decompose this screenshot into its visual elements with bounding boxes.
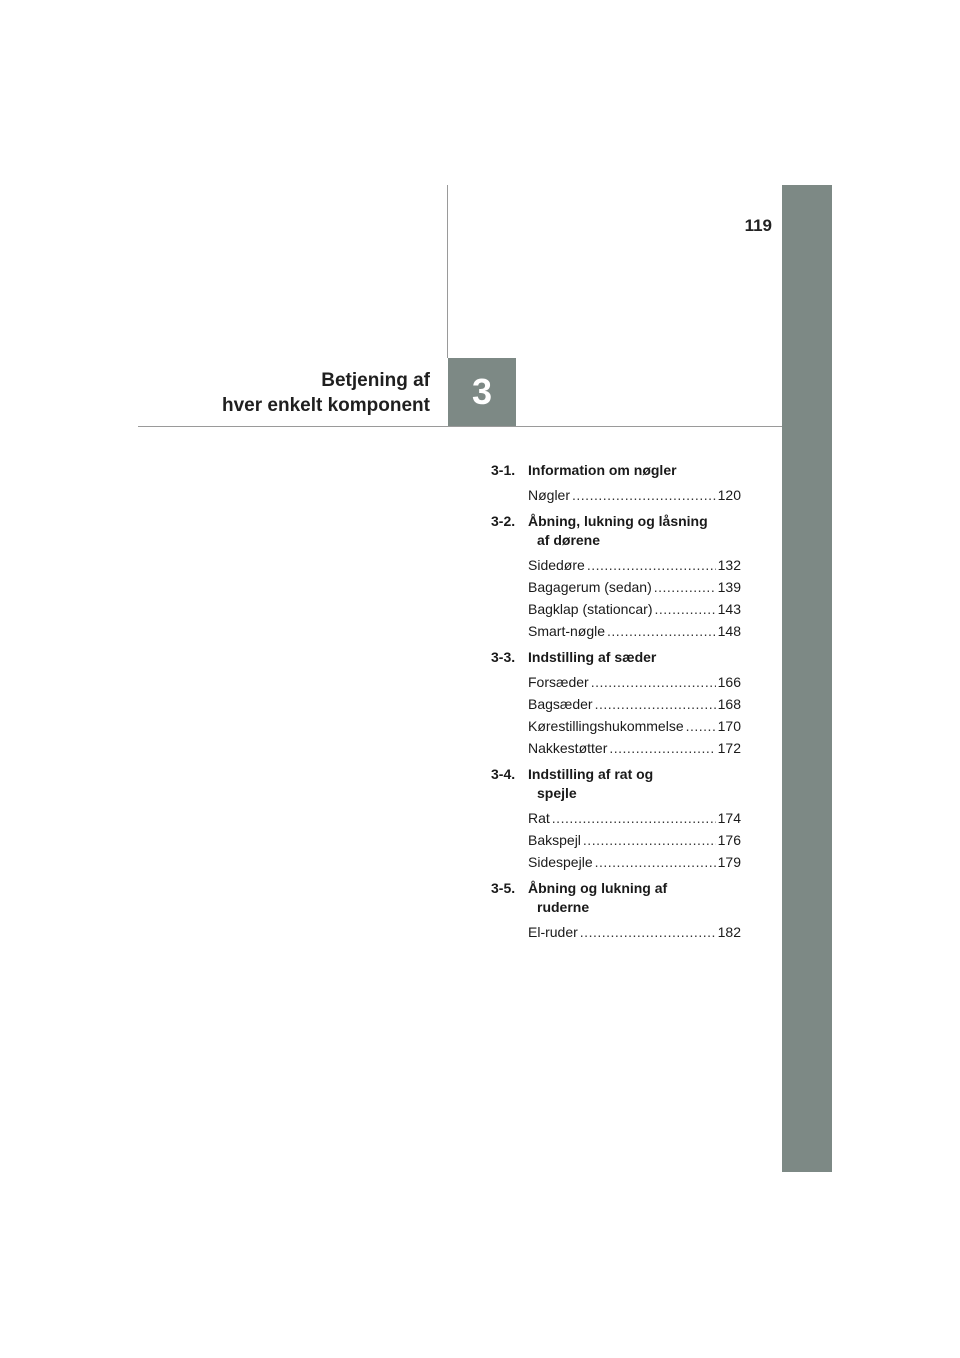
entry-label: Bakspejl (528, 832, 581, 848)
dot-leader (607, 620, 716, 642)
toc-entry[interactable] (491, 851, 741, 873)
section-title (528, 512, 741, 550)
entry-page: 179 (717, 854, 741, 870)
toc-entry[interactable] (491, 737, 741, 759)
dot-leader (583, 829, 716, 851)
dot-leader (552, 807, 716, 829)
dot-leader (595, 851, 716, 873)
section-title (528, 648, 741, 667)
entry-label: El-ruder (528, 924, 578, 940)
section-heading[interactable] (491, 648, 741, 667)
entry-label: Bagsæder (528, 696, 593, 712)
dot-leader (580, 921, 716, 943)
section-title-line1: Åbning, lukning og låsning (528, 513, 708, 529)
toc-section (491, 461, 741, 506)
toc-section (491, 765, 741, 873)
entry-label: Sidespejle (528, 854, 593, 870)
toc-entry[interactable] (491, 671, 741, 693)
entry-label: Sidedøre (528, 557, 585, 573)
section-heading[interactable] (491, 461, 741, 480)
entry-page: 166 (717, 674, 741, 690)
entry-page: 148 (717, 623, 741, 639)
section-number: 3-2. (491, 513, 516, 529)
entry-page: 143 (717, 601, 741, 617)
page-number: 119 (744, 216, 772, 235)
dot-leader (595, 693, 716, 715)
toc-entry[interactable] (491, 829, 741, 851)
entry-page: 170 (717, 718, 741, 734)
table-of-contents (491, 461, 741, 949)
toc-entry[interactable] (491, 484, 741, 506)
dot-leader (587, 554, 716, 576)
dot-leader (654, 576, 716, 598)
section-heading[interactable] (491, 879, 741, 917)
section-title-line1: Information om nøgler (528, 462, 677, 478)
horizontal-divider (138, 426, 782, 427)
section-number: 3-3. (491, 649, 516, 665)
chapter-title-line1: Betjening af (321, 370, 430, 391)
entry-page: 174 (717, 810, 741, 826)
chapter-side-tab (782, 185, 832, 1172)
section-heading[interactable] (491, 512, 741, 550)
section-title (528, 461, 741, 480)
toc-entry[interactable] (491, 715, 741, 737)
toc-entry[interactable] (491, 620, 741, 642)
toc-entry[interactable] (491, 807, 741, 829)
entry-page: 172 (717, 740, 741, 756)
entry-label: Rat (528, 810, 550, 826)
section-title (528, 765, 741, 803)
section-number: 3-4. (491, 766, 516, 782)
entry-label: Smart-nøgle (528, 623, 606, 639)
chapter-number-box: 3 (448, 358, 516, 426)
dot-leader (609, 737, 715, 759)
toc-entry[interactable] (491, 576, 741, 598)
section-title-line1: Indstilling af rat og (528, 766, 654, 782)
entry-page: 168 (717, 696, 741, 712)
section-heading[interactable] (491, 765, 741, 803)
entry-page: 176 (717, 832, 741, 848)
dot-leader (572, 484, 716, 506)
toc-entry[interactable] (491, 693, 741, 715)
entry-label: Nakkestøtter (528, 740, 608, 756)
section-title-line1: Indstilling af sæder (528, 649, 657, 665)
dot-leader (591, 671, 716, 693)
section-title-line2: af dørene (537, 532, 601, 548)
toc-section (491, 648, 741, 759)
toc-section (491, 879, 741, 943)
chapter-title (222, 368, 430, 418)
toc-section (491, 512, 741, 642)
toc-entry[interactable] (491, 598, 741, 620)
section-title-line2: ruderne (537, 899, 590, 915)
entry-page: 120 (717, 487, 741, 503)
entry-page: 132 (717, 557, 741, 573)
section-title (528, 879, 741, 917)
section-title-line2: spejle (537, 785, 577, 801)
entry-page: 182 (717, 924, 741, 940)
vertical-divider (447, 185, 448, 358)
entry-label: Nøgler (528, 487, 571, 503)
entry-label: Forsæder (528, 674, 589, 690)
entry-page: 139 (717, 579, 741, 595)
dot-leader (655, 598, 716, 620)
section-number: 3-5. (491, 880, 516, 896)
entry-label: Kørestillingshukommelse (528, 718, 684, 734)
dot-leader (686, 715, 716, 737)
toc-entry[interactable] (491, 554, 741, 576)
toc-entry[interactable] (491, 921, 741, 943)
chapter-title-line2: hver enkelt komponent (222, 395, 430, 416)
entry-label: Bagagerum (sedan) (528, 579, 652, 595)
section-number: 3-1. (491, 462, 516, 478)
entry-label: Bagklap (stationcar) (528, 601, 653, 617)
section-title-line1: Åbning og lukning af (528, 880, 668, 896)
